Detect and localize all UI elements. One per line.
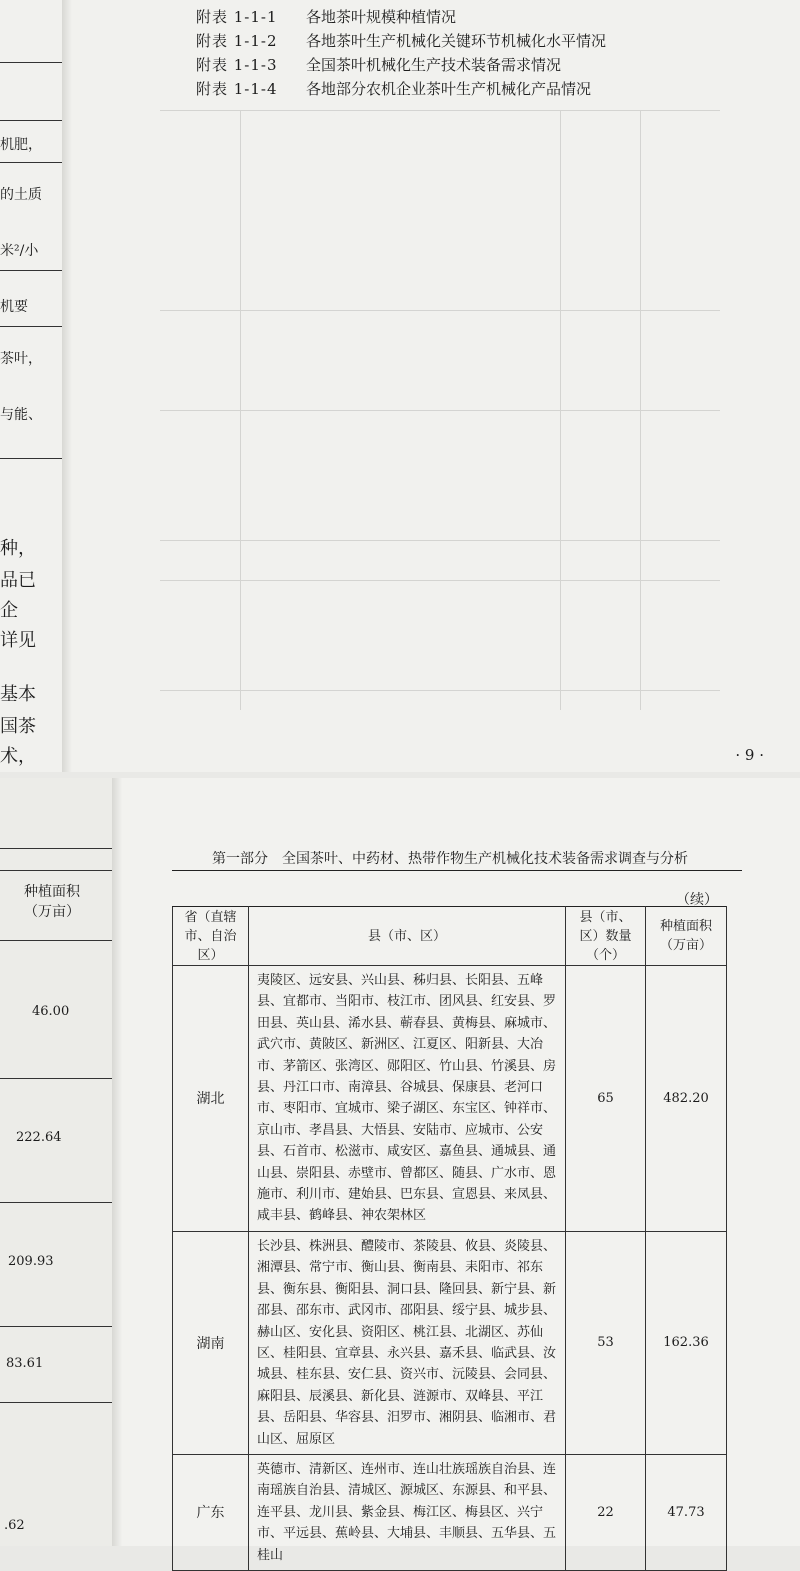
header-rule [172, 870, 742, 871]
appendix-title: 各地茶叶生产机械化关键环节机械化水平情况 [306, 32, 607, 50]
appendix-code: 附表 1-1-4 [196, 80, 278, 98]
count-cell: 65 [566, 966, 646, 1232]
bottom-page [0, 778, 800, 1563]
edge-text: 与能、 [0, 407, 42, 423]
counties-cell: 英德市、清新区、连州市、连山壮族瑶族自治县、连南瑶族自治县、清城区、源城区、东源县、和平县、连平县、龙川县、紫金县、梅江区、梅县区、兴宁市、平远县、蕉岭县、大埔县、丰顺县、五华县、五桂山 [248, 1454, 565, 1570]
area-cell: 47.73 [646, 1454, 727, 1570]
edge-text: 详见 [0, 630, 36, 651]
appendix-code: 附表 1-1-1 [196, 8, 278, 26]
edge-text: 茶叶， [0, 351, 42, 367]
appendix-code: 附表 1-1-3 [196, 56, 278, 74]
edge-text: 品已 [0, 570, 36, 591]
county-table [172, 906, 727, 1571]
appendix-item [196, 30, 606, 54]
table-row [173, 1231, 727, 1454]
count-cell: 22 [566, 1454, 646, 1570]
left-page-edge [0, 778, 112, 1546]
col-header-area: 种植面积（万亩） [646, 907, 727, 966]
province-cell: 湖南 [173, 1231, 249, 1454]
counties-cell: 夷陵区、远安县、兴山县、秭归县、长阳县、五峰县、宜都市、当阳市、枝江市、团风县、红安县、罗田县、英山县、浠水县、蕲春县、黄梅县、麻城市、武穴市、黄陂区、新洲区、江夏区、阳新县、大冶市、茅箭区、张湾区、郧阳区、竹山县、竹溪县、房县、丹江口市、南漳县、谷城县、保康县、老河口市、枣阳市、宜城市、梁子湖区、东宝区、钟祥市、京山市、孝昌县、大悟县、安陆市、应城市、公安县、石首市、松滋市、咸安区、嘉鱼县、通城县、通山县、崇阳县、赤壁市、曾都区、随县、广水市、恩施市、利川市、建始县、巴东县、宣恩县、来凤县、咸丰县、鹤峰县、神农架林区 [248, 966, 565, 1232]
edge-value: 83.61 [6, 1356, 44, 1371]
count-cell: 53 [566, 1231, 646, 1454]
appendix-code: 附表 1-1-2 [196, 32, 278, 50]
province-cell: 广东 [173, 1454, 249, 1570]
counties-cell: 长沙县、株洲县、醴陵市、茶陵县、攸县、炎陵县、湘潭县、常宁市、衡山县、衡南县、耒阳市、祁东县、衡东县、衡阳县、洞口县、隆回县、新宁县、新邵县、邵东市、武冈市、邵阳县、绥宁县、城步县、赫山区、安化县、资阳区、桃江县、北湖区、苏仙区、桂阳县、宜章县、永兴县、嘉禾县、临武县、汝城县、桂东县、安仁县、资兴市、沅陵县、会同县、麻阳县、辰溪县、新化县、涟源市、双峰县、平江县、岳阳县、华容县、汨罗市、湘阴县、临湘市、君山区、屈原区 [248, 1231, 565, 1454]
col-header-counties: 县（市、区） [248, 907, 565, 966]
edge-value: .62 [4, 1518, 25, 1533]
edge-text: 国茶 [0, 716, 36, 737]
edge-text: 机要 [0, 299, 28, 315]
edge-text: 机肥， [0, 137, 42, 153]
running-header: 第一部分 全国茶叶、中药材、热带作物生产机械化技术装备需求调查与分析 [212, 851, 688, 867]
edge-value: 209.93 [8, 1254, 54, 1269]
book-gutter [62, 0, 72, 772]
appendix-title: 各地部分农机企业茶叶生产机械化产品情况 [306, 80, 592, 98]
continued-label: （续） [676, 892, 718, 908]
area-cell: 162.36 [646, 1231, 727, 1454]
appendix-item [196, 6, 606, 30]
edge-text: 基本 [0, 684, 36, 705]
page-number: · 9 · [735, 746, 764, 764]
appendix-title: 各地茶叶规模种植情况 [306, 8, 457, 26]
appendix-item [196, 78, 606, 102]
edge-value: 46.00 [32, 1004, 70, 1019]
col-header-count: 县（市、区）数量（个） [566, 907, 646, 966]
col-header-province: 省（直辖市、自治区） [173, 907, 249, 966]
edge-text: 米²/小 [0, 243, 39, 259]
edge-text: 种， [0, 538, 36, 559]
province-cell: 湖北 [173, 966, 249, 1232]
edge-text: 企 [0, 600, 18, 621]
left-page-edge [0, 0, 62, 772]
edge-header: 种植面积（万亩） [24, 884, 80, 920]
area-cell: 482.20 [646, 966, 727, 1232]
table-header-row [173, 907, 727, 966]
appendix-title: 全国茶叶机械化生产技术装备需求情况 [306, 56, 562, 74]
table-row [173, 966, 727, 1232]
top-page [0, 0, 800, 772]
bleed-through-table [160, 110, 720, 710]
edge-text: 术， [0, 746, 36, 767]
appendix-item [196, 54, 606, 78]
book-gutter [112, 778, 122, 1546]
table-row [173, 1454, 727, 1570]
edge-value: 222.64 [16, 1130, 62, 1145]
edge-text: 的土质 [0, 187, 42, 203]
appendix-list [196, 6, 606, 102]
